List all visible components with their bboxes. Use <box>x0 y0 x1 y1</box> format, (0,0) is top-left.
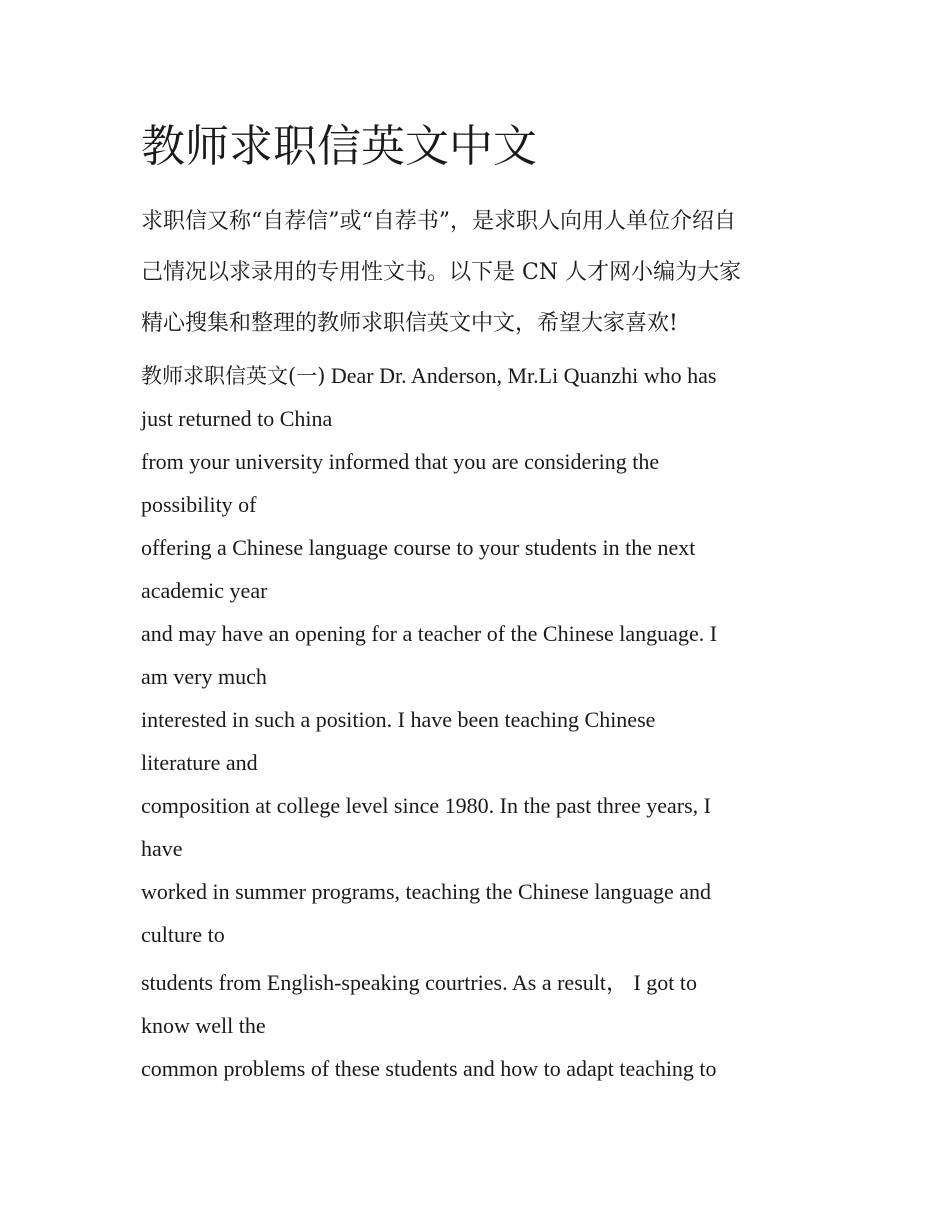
letter-line: am very much <box>141 664 267 689</box>
letter-line: have <box>141 836 183 861</box>
letter-line: worked in summer programs, teaching the Chinese language and <box>141 879 712 904</box>
intro-line: 精心搜集和整理的教师求职信英文中文，希望大家喜欢! <box>141 311 678 336</box>
letter-line: composition at college level since 1980. In the past three years, I <box>141 793 711 818</box>
letter-heading-line <box>141 354 821 397</box>
letter-line: possibility of <box>141 492 257 517</box>
document-title: 教师求职信英文中文 <box>141 121 537 172</box>
letter-line: culture to <box>141 922 225 947</box>
letter-line: common problems of these students and how to adapt teaching to <box>141 1056 717 1081</box>
letter-line: students from English-speaking courtries. As a result， I got to <box>141 970 698 995</box>
letter-body <box>141 354 821 1090</box>
letter-line: offering a Chinese language course to your students in the next <box>141 535 696 560</box>
letter-line: and may have an opening for a teacher of the Chinese language. I <box>141 621 718 646</box>
letter-line: literature and <box>141 750 258 775</box>
letter-line: interested in such a position. I have been teaching Chinese <box>141 707 656 732</box>
letter-salutation: Dear Dr. Anderson, Mr.Li Quanzhi who has <box>325 363 717 388</box>
letter-line: from your university informed that you are considering the <box>141 449 660 474</box>
intro-paragraph <box>141 196 813 349</box>
letter-line: just returned to China <box>141 406 333 431</box>
letter-heading-cn: 教师求职信英文(一) <box>141 364 326 388</box>
intro-line: 己情况以求录用的专用性文书。以下是 CN 人才网小编为大家 <box>141 260 742 285</box>
letter-line: know well the <box>141 1013 266 1038</box>
letter-line: academic year <box>141 578 268 603</box>
intro-line: 求职信又称“自荐信”或“自荐书”，是求职人向用人单位介绍自 <box>141 209 736 234</box>
